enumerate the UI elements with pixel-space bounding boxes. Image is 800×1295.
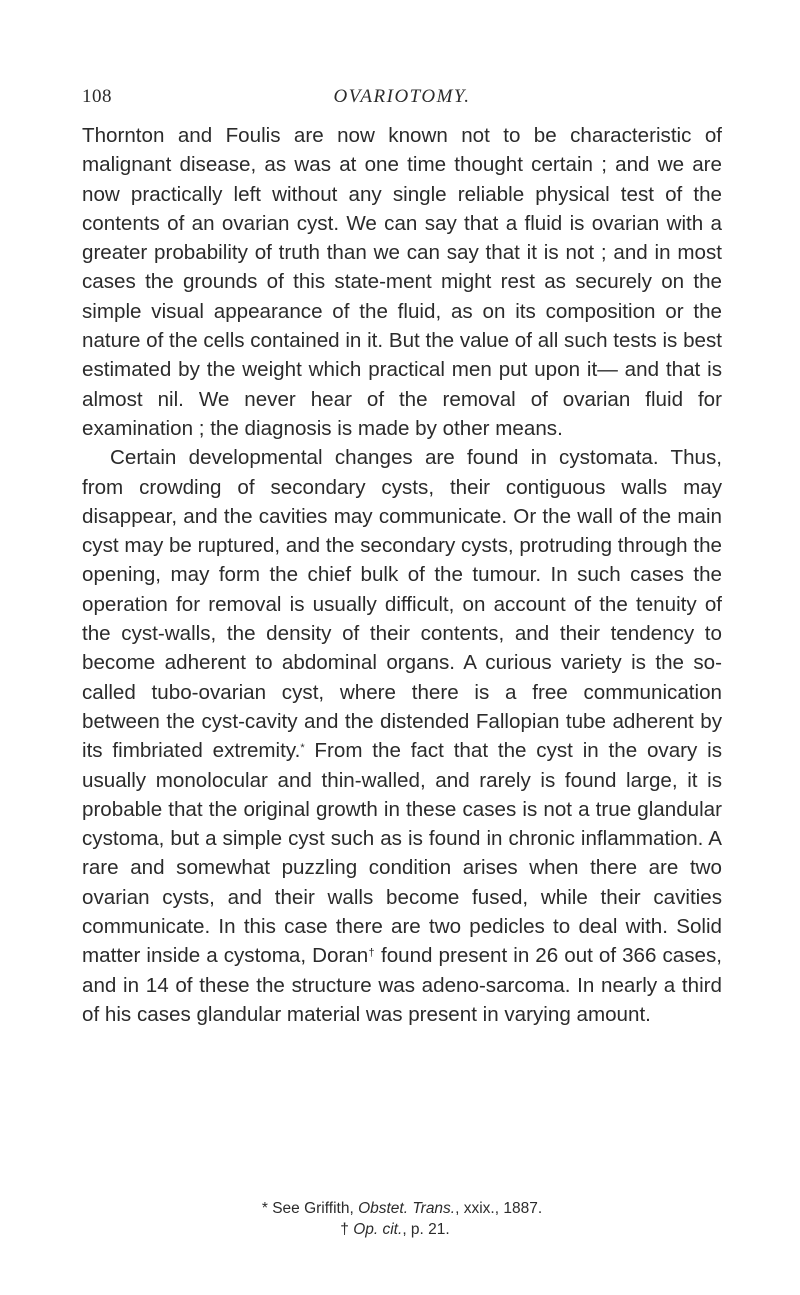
- paragraph-2: [82, 443, 722, 1029]
- footnote-1: [82, 1198, 722, 1219]
- footnote-1-source: Obstet. Trans.: [358, 1200, 456, 1217]
- paragraph-1-text: Thornton and Foulis are now known not to be characteristic of malignant disease, as was at one time thought certain ; and we are now practically left without any single reliable physical test of the contents of an ovarian cyst. We can say that a fluid is ovarian with a greater probability of truth than we can say that it is not ; and in most cases the grounds of this state-ment might rest as securely on the simple visual appearance of the fluid, as on its composition or the nature of the cells contained in it. But the value of all such tests is best estimated by the weight which practical men put upon it— and that is almost nil. We never hear of the removal of ovarian fluid for examination ; the diagnosis is made by other means.: [82, 124, 722, 440]
- paragraph-2-text-b: From the fact that the cyst in the ovary is usually monolocular and thin-walled, and rarely is found large, it is probable that the original growth in these cases is not a true glandular cystoma, but a simple cyst such as is found in chronic inflammation. A rare and somewhat puzzling condition arises when there are two ovarian cysts, and their walls become fused, while their cavities communicate. In this case there are two pedicles to deal with. Solid matter inside a cystoma, Doran: [82, 739, 722, 968]
- running-header: [82, 86, 722, 116]
- footnote-2-source: Op. cit.: [353, 1221, 403, 1238]
- footnote-2: [82, 1219, 722, 1240]
- footnotes: [82, 1198, 722, 1240]
- footnote-1-rest: , xxix., 1887.: [455, 1200, 543, 1217]
- footnote-ref-asterisk[interactable]: *: [300, 742, 305, 755]
- footnote-ref-dagger[interactable]: †: [368, 947, 375, 960]
- footnote-2-rest: , p. 21.: [402, 1221, 450, 1238]
- footnote-1-lead: * See Griffith,: [261, 1200, 359, 1217]
- paragraph-2-text-a: Certain developmental changes are found in cystomata. Thus, from crowding of secondary cysts, their contiguous walls may disappear, and the cavities may communicate. Or the wall of the main cyst may be ruptured, and the secondary cysts, protruding through the opening, may form the chief bulk of the tumour. In such cases the operation for removal is usually difficult, on account of the tenuity of the cyst-walls, the density of their contents, and their tendency to become adherent to abdominal organs. A curious variety is the so-called tubo-ovarian cyst, where there is a free communication between the cyst-cavity and the distended Fallopian tube adherent by its fimbriated extremity.: [82, 446, 722, 763]
- body-text: [82, 121, 722, 1029]
- paragraph-1: [82, 121, 722, 443]
- footnote-2-lead: †: [340, 1221, 354, 1238]
- page-number: 108: [82, 86, 112, 107]
- running-title: OVARIOTOMY.: [333, 86, 471, 107]
- paragraph-2-text-c: found present in 26 out of 366 cases, and in 14 of these the structure was adeno-sarcoma. In nearly a third of his cases glandular material was present in varying amount.: [82, 944, 722, 1026]
